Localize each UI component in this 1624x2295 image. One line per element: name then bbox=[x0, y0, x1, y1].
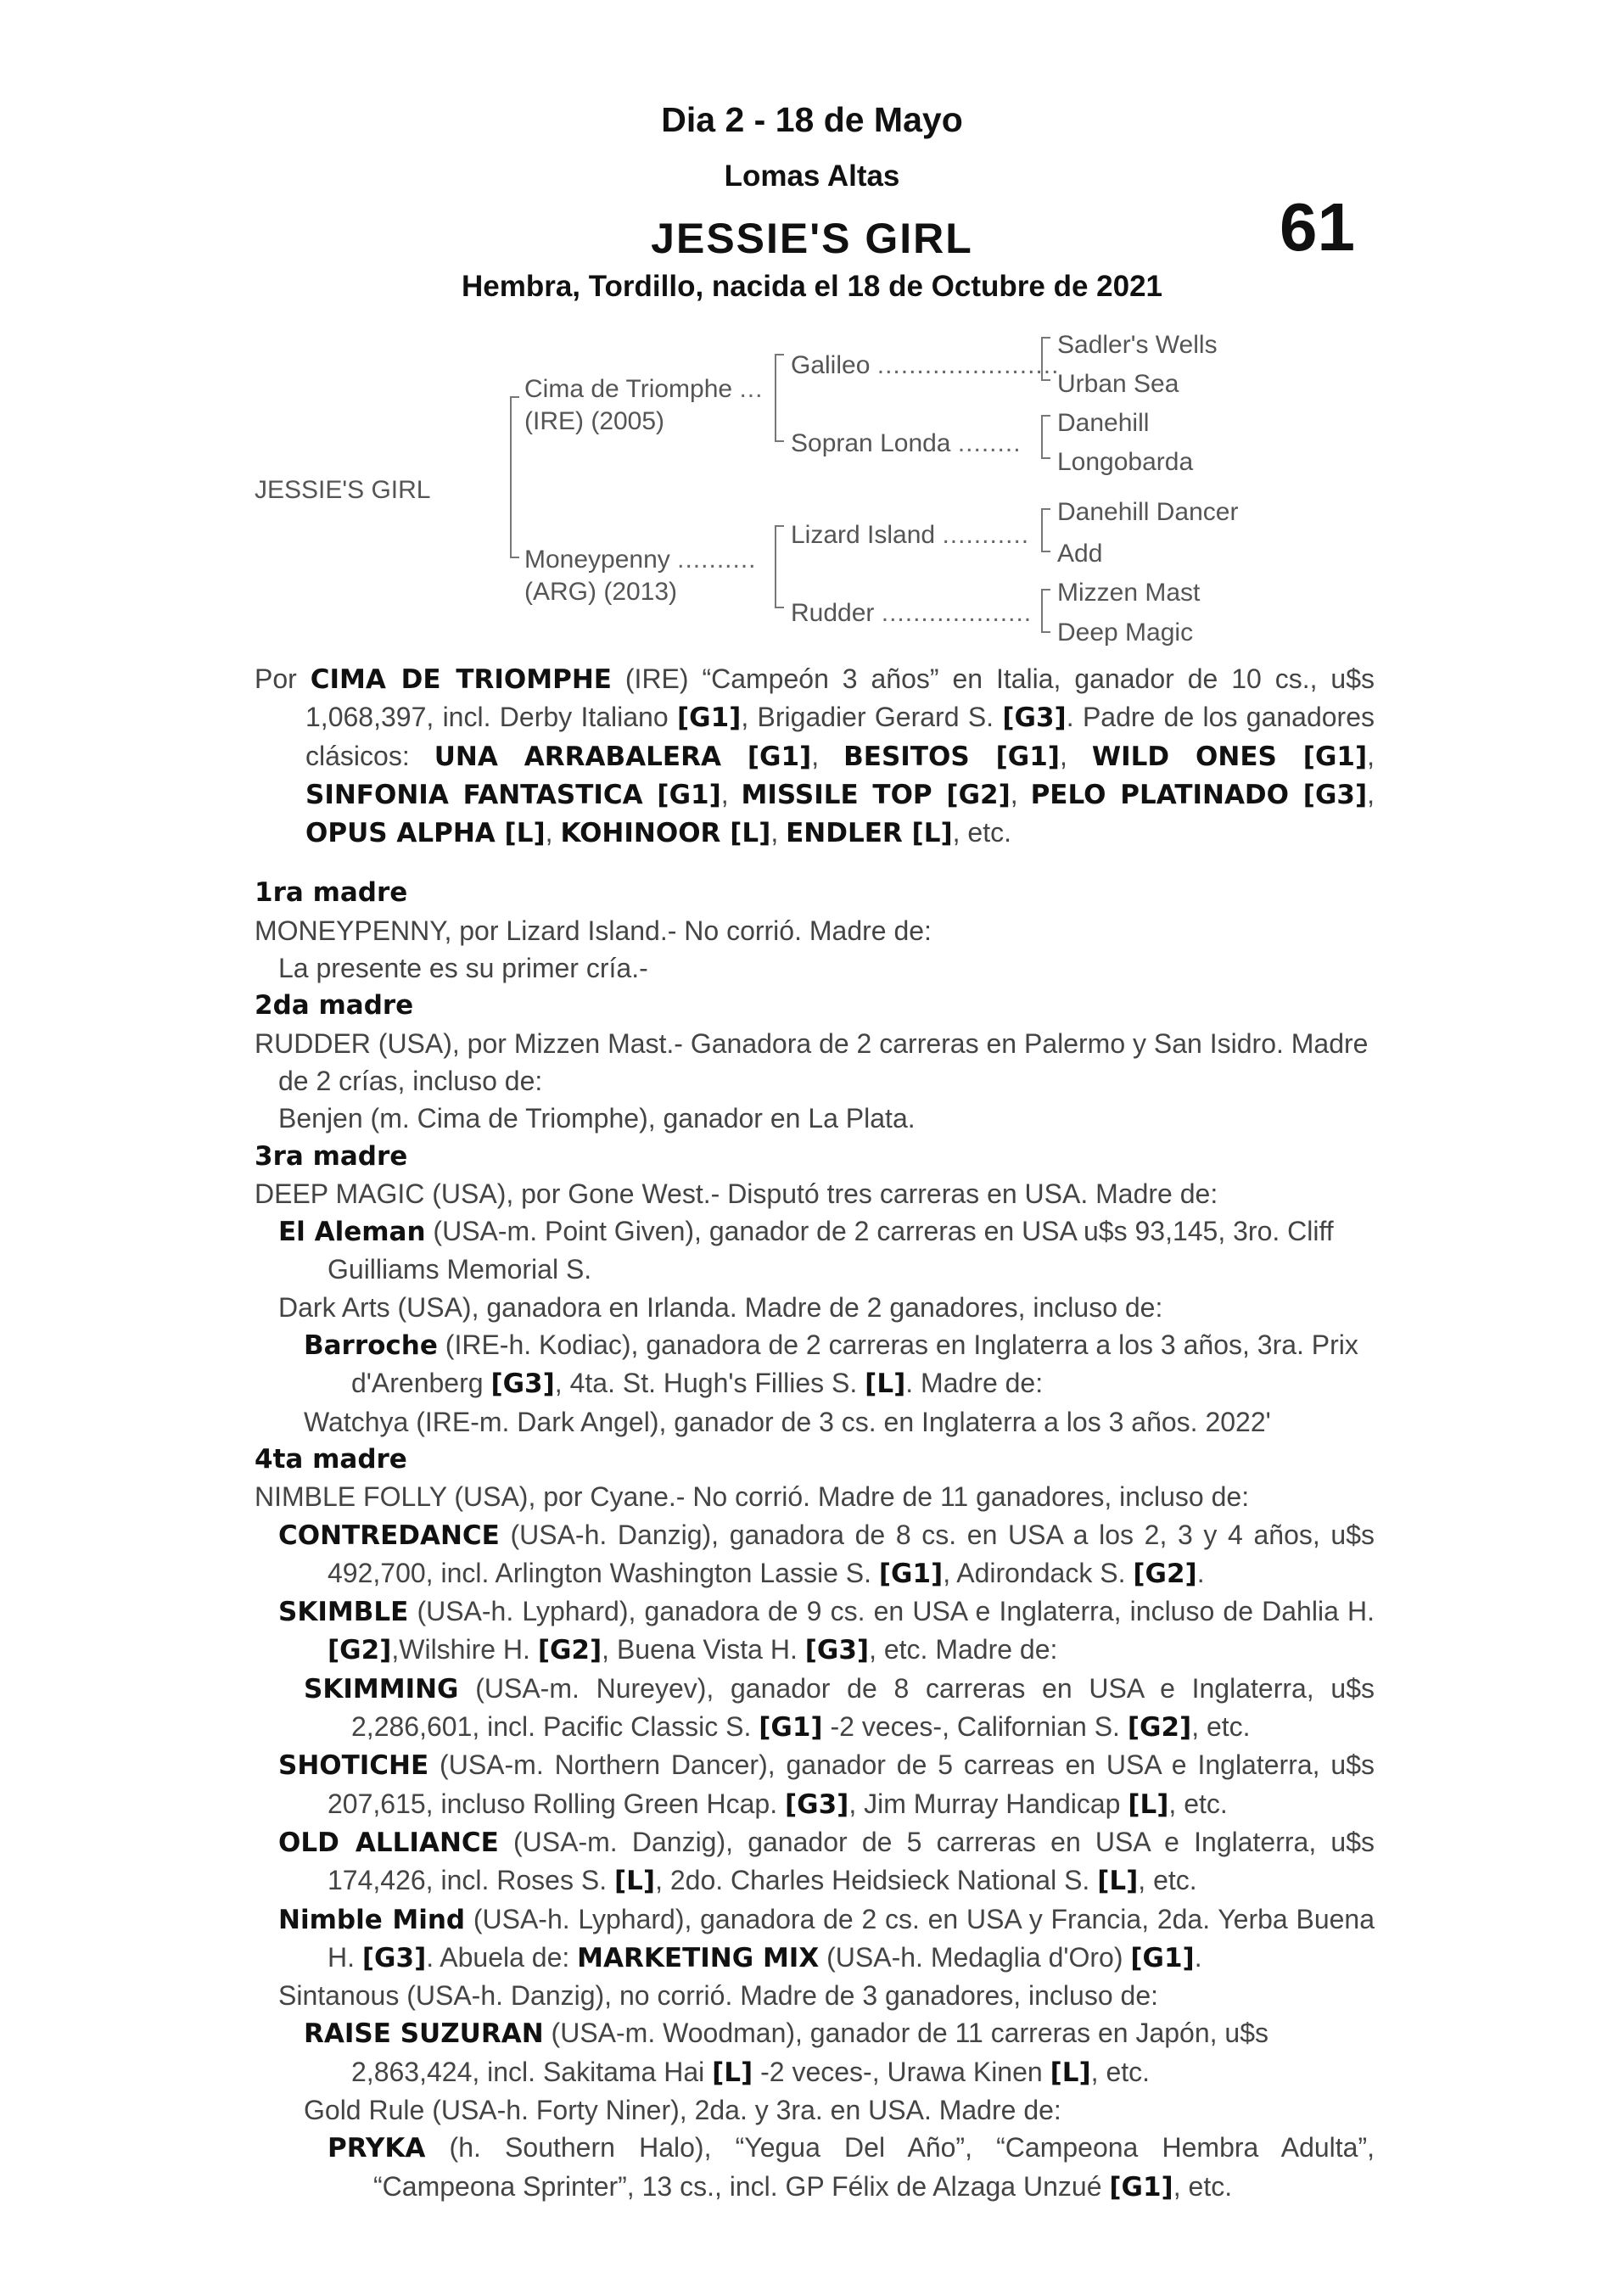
third-dam-line: DEEP MAGIC (USA), por Gone West.- Disputó tres carreras en USA. Madre de: bbox=[255, 1178, 1218, 1209]
horse-name: JESSIE'S GIRL bbox=[651, 215, 973, 262]
fourth-dam-entry-pryka: PRYKA (h. Southern Halo), “Yegua Del Año”, “Campeona Hembra Adulta”, “Campeona Sprinter”, 13 cs., incl. GP Félix de Alzaga Unzué [G1], etc. bbox=[328, 2132, 1375, 2203]
pedigree-dam-dam: Rudder ................... bbox=[791, 599, 1033, 627]
first-dam-line: MONEYPENNY, por Lizard Island.- No corrió. Madre de: bbox=[255, 915, 932, 946]
sire-paragraph: Por CIMA DE TRIOMPHE (IRE) “Campeón 3 años” en Italia, ganador de 10 cs., u$s 1,068,397, incl. Derby Italiano [G1], Brigadier Gerard S. [G3]. Padre de los ganadores clásicos: UNA ARRABALERA [G1], BESITOS [G1], WILD ONES [G1], SINFONIA FANTASTICA [G1], MISSILE TOP [G2], PELO PLATINADO [G3], OPUS ALPHA [L], KOHINOOR [L], ENDLER [L], etc. bbox=[255, 663, 1375, 849]
pedigree-dsd: Add bbox=[1057, 540, 1103, 568]
horse-description: Hembra, Tordillo, nacida el 18 de Octubre de 2021 bbox=[461, 270, 1163, 303]
fourth-dam-heading: 4ta madre bbox=[255, 1443, 407, 1475]
sale-day: Dia 2 - 18 de Mayo bbox=[661, 100, 963, 139]
pedigree-sire-origin: (IRE) (2005) bbox=[524, 407, 665, 435]
fourth-dam-entry-contredance: CONTREDANCE (USA-h. Danzig), ganadora de 8 cs. en USA a los 2, 3 y 4 años, u$s 492,700, incl. Arlington Washington Lassie S. [G1], Adirondack S. [G2]. bbox=[278, 1519, 1375, 1589]
pedigree-dam-origin: (ARG) (2013) bbox=[524, 578, 678, 606]
pedigree-dam-sire: Lizard Island ........... bbox=[791, 521, 1030, 549]
lot-number: 61 bbox=[1280, 189, 1355, 265]
pedigree-sdd: Longobarda bbox=[1057, 448, 1194, 476]
pedigree-sire-dam: Sopran Londa ........ bbox=[791, 429, 1022, 457]
pedigree-brackets bbox=[0, 0, 1624, 679]
second-dam-heading: 2da madre bbox=[255, 990, 414, 1022]
third-dam-heading: 3ra madre bbox=[255, 1140, 408, 1172]
fourth-dam-entry-nimble-mind: Nimble Mind (USA-h. Lyphard), ganadora de 2 cs. en USA y Francia, 2da. Yerba Buena H. [G3]. Abuela de: MARKETING MIX (USA-h. Medaglia d'Oro) [G1]. bbox=[278, 1903, 1375, 1973]
first-dam-heading: 1ra madre bbox=[255, 877, 408, 909]
pedigree-dds: Mizzen Mast bbox=[1057, 579, 1201, 607]
third-dam-entry-watchya: Watchya (IRE-m. Dark Angel), ganador de 3 cs. en Inglaterra a los 3 años. 2022' bbox=[304, 1406, 1271, 1437]
third-dam-entry-el-aleman: El Aleman (USA-m. Point Given), ganador de 2 carreras en USA u$s 93,145, 3ro. Cliff Guilliams Memorial S. bbox=[278, 1216, 1334, 1285]
pedigree-sire-sire: Galileo ....................... bbox=[791, 351, 1060, 379]
fourth-dam-entry-skimming: SKIMMING (USA-m. Nureyev), ganador de 8 carreras en USA e Inglaterra, u$s 2,286,601, incl. Pacific Classic S. [G1] -2 veces-, Californian S. [G2], etc. bbox=[304, 1672, 1375, 1744]
pedigree-dss: Danehill Dancer bbox=[1057, 498, 1239, 526]
second-dam-line: RUDDER (USA), por Mizzen Mast.- Ganadora de 2 carreras en Palermo y San Isidro. Madre de 2 crías, incluso de: bbox=[255, 1027, 1369, 1096]
pedigree-ddd: Deep Magic bbox=[1057, 619, 1194, 647]
pedigree-sds: Danehill bbox=[1057, 409, 1150, 437]
pedigree-sss: Sadler's Wells bbox=[1057, 331, 1218, 359]
fourth-dam-entry-old-alliance: OLD ALLIANCE (USA-m. Danzig), ganador de 5 carreras en USA e Inglaterra, u$s 174,426, incl. Roses S. [L], 2do. Charles Heidsieck National S. [L], etc. bbox=[278, 1826, 1375, 1897]
fourth-dam-entry-shotiche: SHOTICHE (USA-m. Northern Dancer), ganador de 5 carreas en USA e Inglaterra, u$s 207,615, incluso Rolling Green Hcap. [G3], Jim Murray Handicap [L], etc. bbox=[278, 1749, 1375, 1820]
first-dam-offspring: La presente es su primer cría.- bbox=[278, 953, 648, 984]
pedigree-subject: JESSIE'S GIRL bbox=[255, 476, 431, 504]
fourth-dam-entry-gold-rule: Gold Rule (USA-h. Forty Niner), 2da. y 3ra. en USA. Madre de: bbox=[304, 2094, 1061, 2125]
second-dam-offspring: Benjen (m. Cima de Triomphe), ganador en La Plata. bbox=[278, 1103, 916, 1134]
pedigree-dam: Moneypenny .......... bbox=[524, 546, 757, 574]
catalogue-body bbox=[255, 660, 1375, 2206]
pedigree-ssd: Urban Sea bbox=[1057, 370, 1179, 398]
third-dam-entry-barroche: Barroche (IRE-h. Kodiac), ganadora de 2 carreras en Inglaterra a los 3 años, 3ra. Prix d'Arenberg [G3], 4ta. St. Hugh's Fillies S. [L]. Madre de: bbox=[304, 1329, 1358, 1400]
fourth-dam-line: NIMBLE FOLLY (USA), por Cyane.- No corrió. Madre de 11 ganadores, incluso de: bbox=[255, 1481, 1250, 1513]
third-dam-entry-dark-arts: Dark Arts (USA), ganadora en Irlanda. Madre de 2 ganadores, incluso de: bbox=[278, 1291, 1163, 1323]
fourth-dam-entry-sintanous: Sintanous (USA-h. Danzig), no corrió. Madre de 3 ganadores, incluso de: bbox=[278, 1980, 1158, 2012]
breeder-name: Lomas Altas bbox=[724, 160, 900, 193]
pedigree-sire: Cima de Triomphe ... bbox=[524, 375, 764, 403]
fourth-dam-entry-raise-suzuran: RAISE SUZURAN (USA-m. Woodman), ganador de 11 carreras en Japón, u$s 2,863,424, incl. Sakitama Hai [L] -2 veces-, Urawa Kinen [L], etc. bbox=[304, 2018, 1269, 2088]
fourth-dam-entry-skimble: SKIMBLE (USA-h. Lyphard), ganadora de 9 cs. en USA e Inglaterra, incluso de Dahlia H. [G2],Wilshire H. [G2], Buena Vista H. [G3], etc. Madre de: bbox=[278, 1596, 1375, 1666]
